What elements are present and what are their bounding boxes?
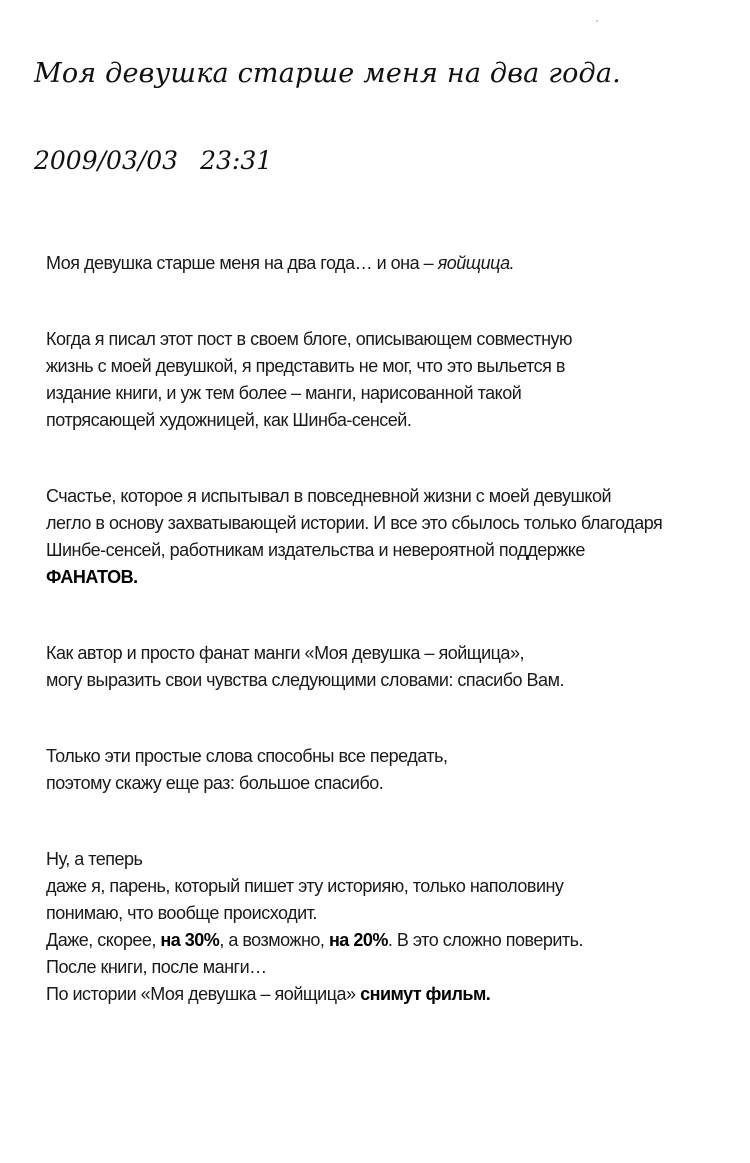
text-line: понимаю, что вообще происходит. — [46, 903, 317, 923]
text-line: поэтому скажу еще раз: большое спасибо. — [46, 773, 384, 793]
text-line: Только эти простые слова способны все передать, — [46, 746, 448, 766]
paragraph-4 — [46, 640, 736, 694]
letter-body — [46, 250, 736, 1057]
text-line: Ну, а теперь — [46, 849, 143, 869]
page-title: Моя девушка старше меня на два года. — [34, 58, 621, 89]
text-line: издание книги, и уж тем более – манги, нарисованной такой — [46, 383, 522, 403]
text-line — [46, 927, 736, 954]
paragraph-1 — [46, 250, 736, 277]
text-line: После книги, после манги… — [46, 957, 267, 977]
text-run: По истории «Моя девушка – яойщица» — [46, 984, 361, 1004]
text-line: могу выразить свои чувства следующими словами: спасибо Вам. — [46, 670, 564, 690]
text-line — [46, 250, 736, 277]
text-run: Моя девушка старше меня на два года… и она – — [46, 253, 438, 273]
emphasis-text: на 30% — [160, 930, 220, 950]
text-line: жизнь с моей девушкой, я представить не мог, что это выльется в — [46, 356, 565, 376]
emphasis-text: ФАНАТОВ. — [46, 567, 138, 587]
text-run: , а возможно, — [219, 930, 329, 950]
text-run: . В это сложно поверить. — [387, 930, 584, 950]
emphasis-text: на 20% — [328, 930, 388, 950]
text-line: Счастье, которое я испытывал в повседневной жизни с моей девушкой — [46, 486, 612, 506]
emphasis-text: снимут фильм. — [360, 984, 491, 1004]
paragraph-6 — [46, 846, 736, 1008]
text-line: Когда я писал этот пост в своем блоге, описывающем совместную — [46, 329, 573, 349]
text-run: Даже, скорее, — [46, 930, 161, 950]
text-line — [46, 981, 736, 1008]
text-line: Как автор и просто фанат манги «Моя девушка – яойщица», — [46, 643, 524, 663]
paragraph-2 — [46, 326, 736, 434]
text-line: даже я, парень, который пишет эту историяю, только наполовину — [46, 876, 564, 896]
post-date: 2009/03/03 — [34, 146, 179, 175]
text-line: потрясающей художницей, как Шинба-сенсей. — [46, 410, 412, 430]
emphasis-text: яойщица. — [437, 253, 515, 273]
post-datetime — [34, 146, 272, 175]
text-line: Шинбе-сенсей, работникам издательства и невероятной поддержке — [46, 540, 585, 560]
post-time: 23:31 — [200, 146, 273, 175]
text-line: легло в основу захватывающей истории. И все это сбылось только благодаря — [46, 513, 663, 533]
paragraph-3 — [46, 483, 736, 591]
scan-speck — [596, 20, 598, 22]
paragraph-5 — [46, 743, 736, 797]
